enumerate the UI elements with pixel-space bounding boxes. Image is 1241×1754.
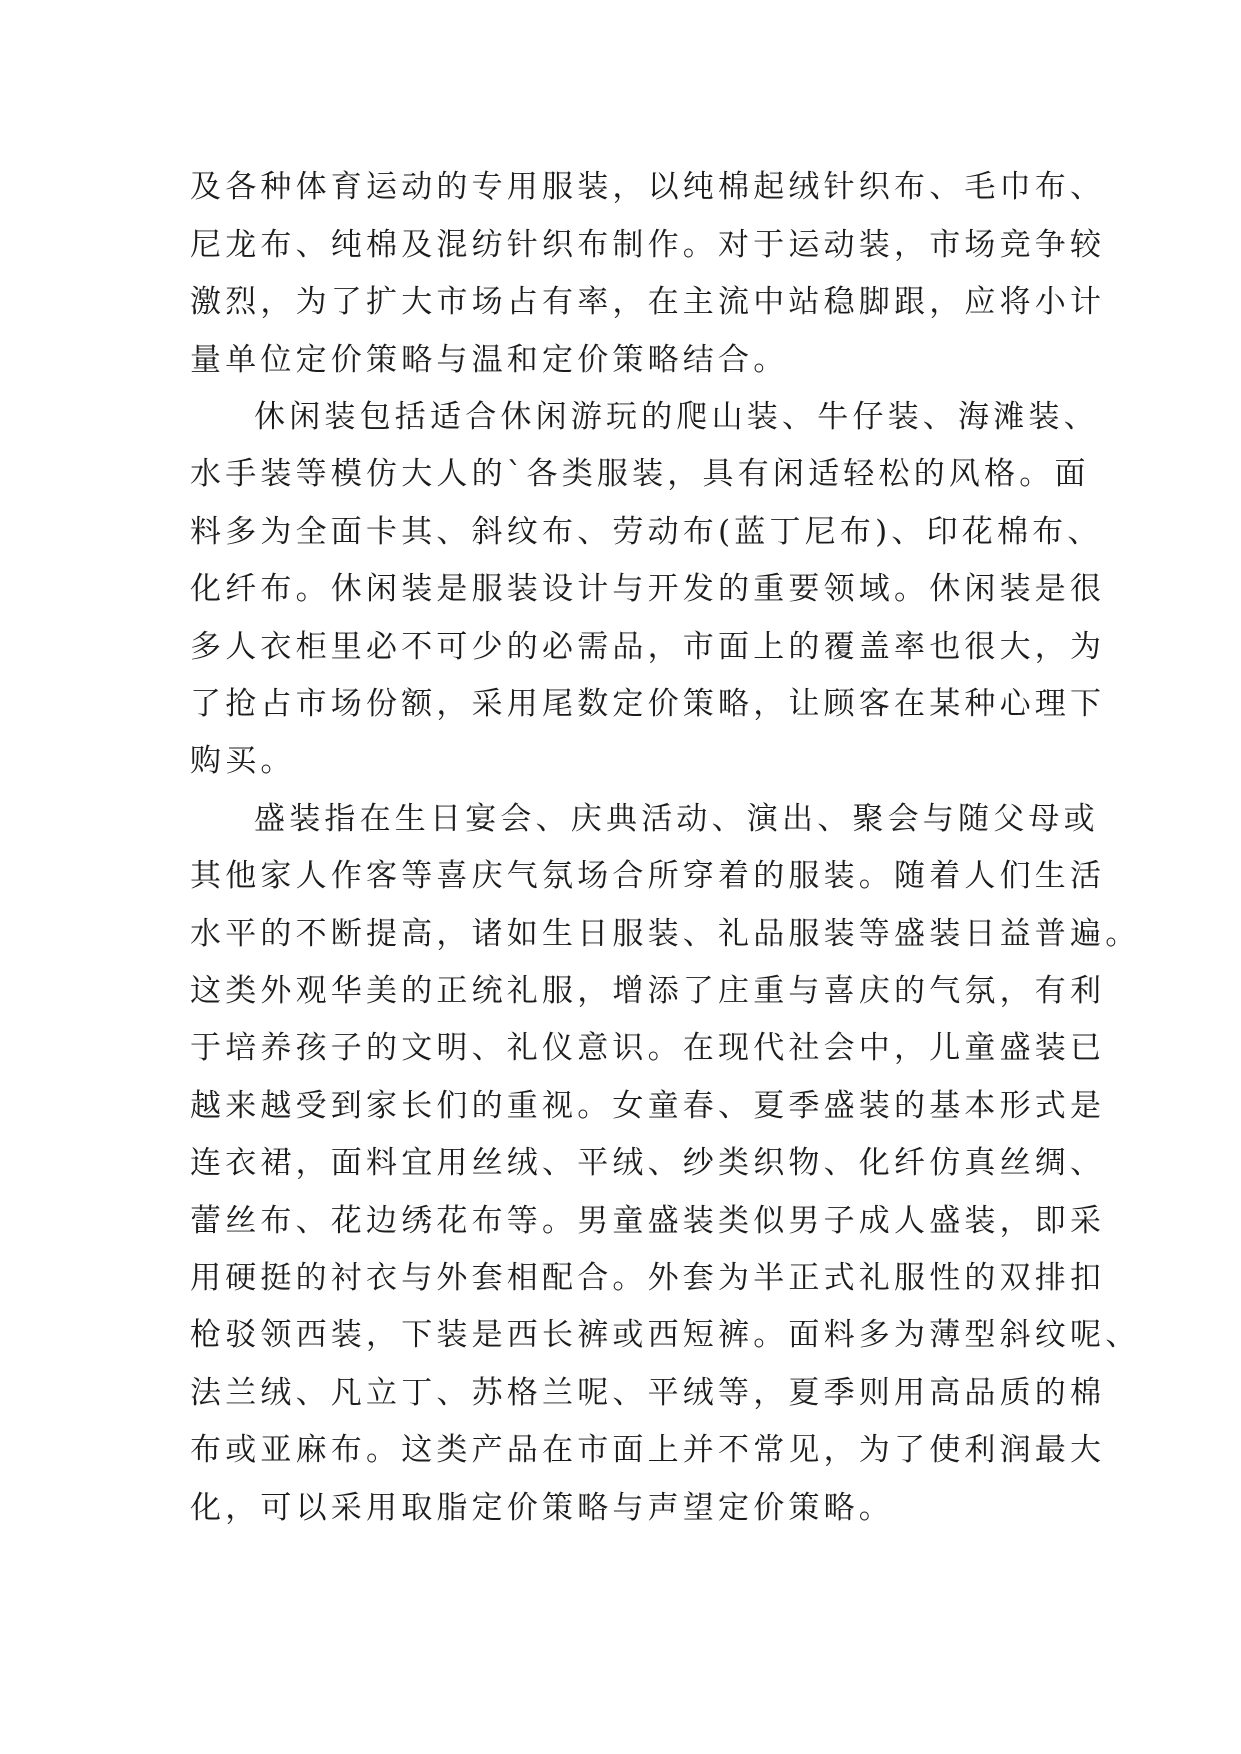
paragraph-line: 其他家人作客等喜庆气氛场合所穿着的服装。随着人们生活: [190, 858, 1106, 894]
paragraph-line: 蕾丝布、花边绣花布等。男童盛装类似男子成人盛装，即采: [190, 1203, 1106, 1239]
paragraph-line: 购买。: [190, 743, 296, 779]
paragraph-line: 量单位定价策略与温和定价策略结合。: [190, 342, 789, 378]
paragraph-line: 枪驳领西装，下装是西长裤或西短裤。面料多为薄型斜纹呢、: [190, 1317, 1141, 1353]
paragraph-line: 于培养孩子的文明、礼仪意识。在现代社会中，儿童盛装已: [190, 1030, 1106, 1066]
paragraph-line: 这类外观华美的正统礼服，增添了庄重与喜庆的气氛，有利: [190, 973, 1106, 1009]
paragraph-line: 越来越受到家长们的重视。女童春、夏季盛装的基本形式是: [190, 1088, 1106, 1124]
paragraph-line: 激烈，为了扩大市场占有率，在主流中站稳脚跟，应将小计: [190, 284, 1106, 320]
paragraph-line: 用硬挺的衬衣与外套相配合。外套为半正式礼服性的双排扣: [190, 1260, 1106, 1296]
paragraph-line: 法兰绒、凡立丁、苏格兰呢、平绒等，夏季则用高品质的棉: [190, 1375, 1106, 1411]
paragraph-line: 水平的不断提高，诸如生日服装、礼品服装等盛装日益普遍。: [190, 916, 1141, 952]
paragraph-line: 尼龙布、纯棉及混纺针织布制作。对于运动装，市场竞争较: [190, 227, 1106, 263]
paragraph-first-line: 盛装指在生日宴会、庆典活动、演出、聚会与随父母或: [254, 801, 1099, 837]
paragraph-line: 多人衣柜里必不可少的必需品，市面上的覆盖率也很大，为: [190, 629, 1106, 665]
paragraph-line: 了抢占市场份额，采用尾数定价策略，让顾客在某种心理下: [190, 686, 1106, 722]
paragraph-line: 及各种体育运动的专用服装，以纯棉起绒针织布、毛巾布、: [190, 169, 1106, 205]
paragraph-first-line: 休闲装包括适合休闲游玩的爬山装、牛仔装、海滩装、: [254, 399, 1099, 435]
paragraph-line: 连衣裙，面料宜用丝绒、平绒、纱类织物、化纤仿真丝绸、: [190, 1145, 1106, 1181]
paragraph-line: 布或亚麻布。这类产品在市面上并不常见，为了使利润最大: [190, 1432, 1106, 1468]
paragraph-line: 水手装等模仿大人的`各类服装，具有闲适轻松的风格。面: [190, 456, 1090, 492]
paragraph-line: 化纤布。休闲装是服装设计与开发的重要领域。休闲装是很: [190, 571, 1106, 607]
paragraph-line: 料多为全面卡其、斜纹布、劳动布(蓝丁尼布)、印花棉布、: [190, 514, 1103, 550]
paragraph-line: 化，可以采用取脂定价策略与声望定价策略。: [190, 1490, 894, 1526]
